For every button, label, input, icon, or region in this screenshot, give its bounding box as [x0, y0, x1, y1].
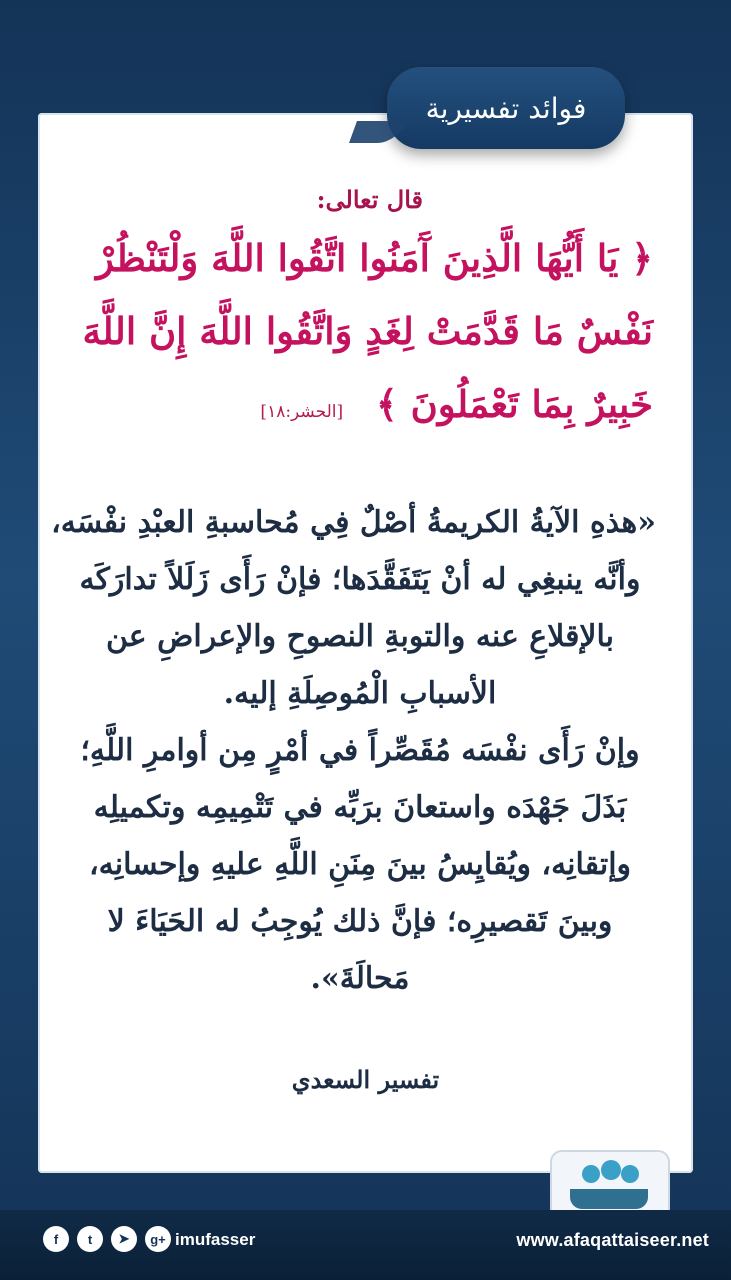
- verse-line-text: خَبِيرٌ بِمَا تَعْمَلُونَ ﴾: [376, 382, 653, 426]
- telegram-icon[interactable]: ➤: [111, 1226, 137, 1252]
- website-link[interactable]: www.afaqattaiseer.net: [516, 1230, 709, 1250]
- verse-intro: قال تعالى:: [316, 185, 423, 214]
- social-handle[interactable]: imufasser: [175, 1230, 256, 1249]
- commentary-line: وإنْ رَأَى نفْسَه مُقَصِّراً في أمْرٍ مِن أوامرِ اللَّهِ؛: [80, 733, 640, 768]
- social-links: [43, 1226, 171, 1252]
- verse-block: [82, 185, 653, 449]
- commentary-line: بالإقلاعِ عنه والتوبةِ النصوحِ والإعراضِ عن: [105, 619, 615, 654]
- verse-line: ﴿ يَا أَيُّهَا الَّذِينَ آَمَنُوا اتَّقُوا اللَّهَ وَلْتَنْظُرْ: [96, 236, 653, 280]
- facebook-icon[interactable]: f: [43, 1226, 69, 1252]
- commentary-line: وإتقانِه، ويُقايِسُ بينَ مِنَنِ اللَّهِ عليهِ وإحسانِه،: [88, 847, 632, 882]
- verse-reference: [الحشر:١٨]: [260, 402, 344, 422]
- commentary-line: بَذَلَ جَهْدَه واستعانَ برَبِّه في تَتْمِيمِه وتكميلِه: [93, 790, 627, 825]
- commentary-line: «هذهِ الآيةُ الكريمةُ أصْلٌ فِي مُحاسبةِ العبْدِ نفْسَه،: [51, 505, 656, 540]
- commentary-line: مَحالَةَ».: [310, 961, 410, 996]
- section-title: فوائد تفسيرية: [425, 91, 587, 125]
- source-attribution: تفسير السعدي: [291, 1065, 440, 1094]
- verse-text: [82, 222, 653, 449]
- googleplus-icon[interactable]: g+: [145, 1226, 171, 1252]
- verse-line: [93, 368, 653, 449]
- commentary-line: وأنَّه ينبغِي له أنْ يَتَفَقَّدَها؛ فإنْ رَأَى زَلَلاً تدارَكَه: [79, 562, 641, 597]
- verse-line: نَفْسٌ مَا قَدَّمَتْ لِغَدٍ وَاتَّقُوا اللَّهَ إِنَّ اللَّهَ: [82, 309, 653, 353]
- commentary-line: الأسبابِ الْمُوصِلَةِ إليه.: [223, 676, 497, 711]
- commentary-line: وبينَ تَقصيرِه؛ فإنَّ ذلك يُوجِبُ له الحَيَاءَ لا: [107, 904, 613, 939]
- commentary-text: [51, 494, 656, 1007]
- twitter-icon[interactable]: t: [77, 1226, 103, 1252]
- section-tab: [387, 67, 625, 149]
